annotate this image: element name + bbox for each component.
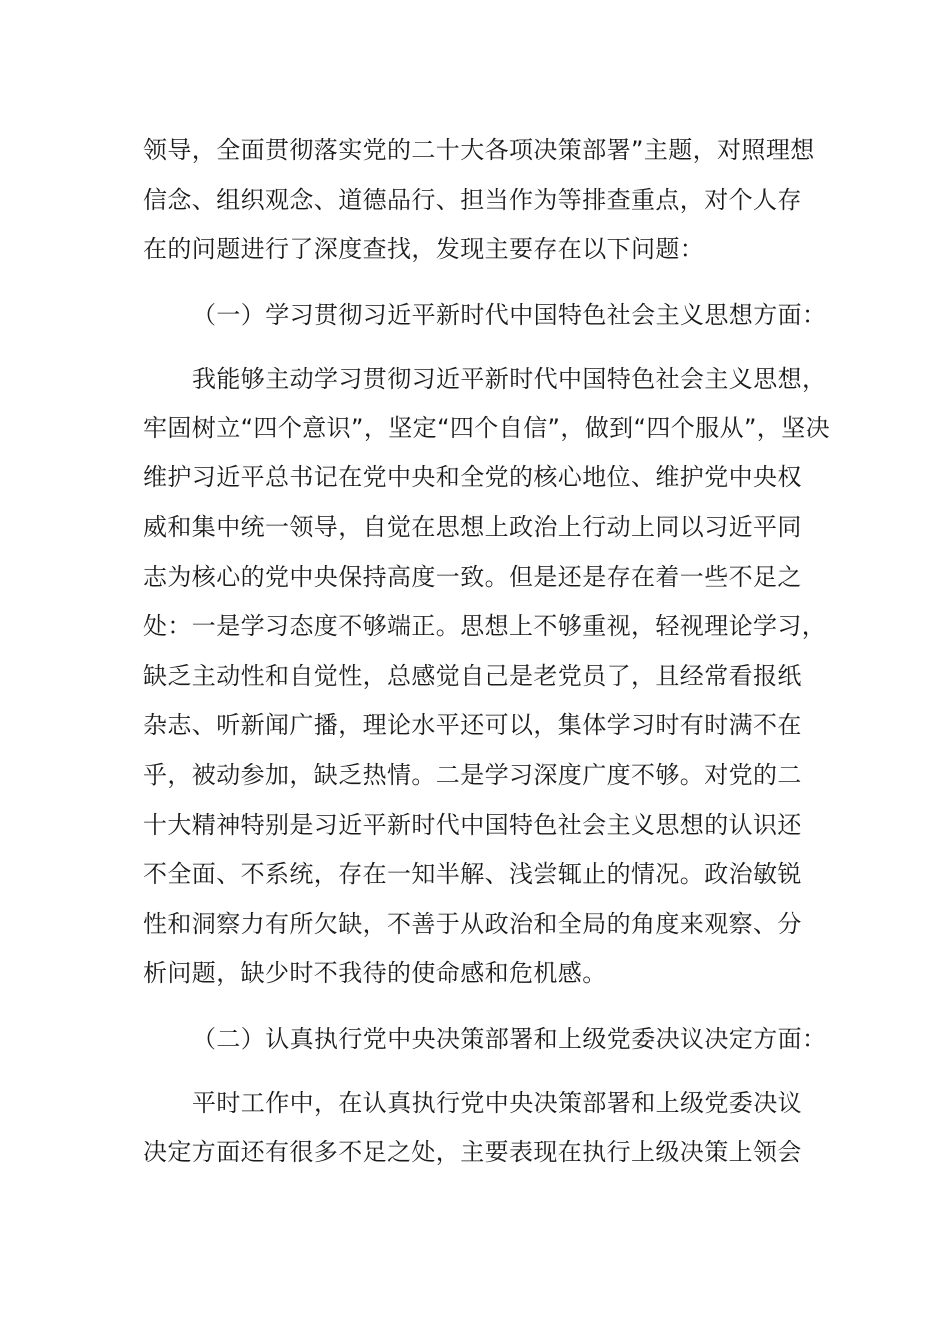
section-1-line-13: 析问题，缺少时不我待的使命感和危机感。 [143,959,607,987]
section-1-line-10: 十大精神特别是习近平新时代中国特色社会主义思想的认识还 [143,811,802,839]
section-1-line-4: 威和集中统一领导，自觉在思想上政治上行动上同以习近平同 [143,513,802,541]
section-1-line-6: 处：一是学习态度不够端正。思想上不够重视，轻视理论学习， [143,612,827,640]
intro-line-1: 领导，全面贯彻落实党的二十大各项决策部署”主题，对照理想 [143,136,815,164]
section-1-line-1: 我能够主动学习贯彻习近平新时代中国特色社会主义思想， [192,365,827,393]
section-1-line-7: 缺乏主动性和自觉性，总感觉自己是老党员了，且经常看报纸 [143,662,802,690]
section-2-line-1: 平时工作中，在认真执行党中央决策部署和上级党委决议 [192,1089,802,1117]
section-1-line-12: 性和洞察力有所欠缺，不善于从政治和全局的角度来观察、分 [143,910,802,938]
section-1-line-2: 牢固树立“四个意识”，坚定“四个自信”，做到“四个服从”，坚决 [143,414,830,442]
intro-line-3: 在的问题进行了深度查找，发现主要存在以下问题： [143,235,705,263]
section-1-line-8: 杂志、听新闻广播，理论水平还可以，集体学习时有时满不在 [143,711,802,739]
section-1-heading: （一）学习贯彻习近平新时代中国特色社会主义思想方面： [192,301,827,329]
section-2-line-2: 决定方面还有很多不足之处，主要表现在执行上级决策上领会 [143,1138,802,1166]
section-1-line-11: 不全面、不系统，存在一知半解、浅尝辄止的情况。政治敏锐 [143,860,802,888]
intro-line-2: 信念、组织观念、道德品行、担当作为等排查重点，对个人存 [143,186,802,214]
section-1-line-5: 志为核心的党中央保持高度一致。但是还是存在着一些不足之 [143,563,802,591]
section-2-heading: （二）认真执行党中央决策部署和上级党委决议决定方面： [192,1025,827,1053]
section-1-line-9: 乎，被动参加，缺乏热情。二是学习深度广度不够。对党的二 [143,761,802,789]
section-1-line-3: 维护习近平总书记在党中央和全党的核心地位、维护党中央权 [143,463,802,491]
